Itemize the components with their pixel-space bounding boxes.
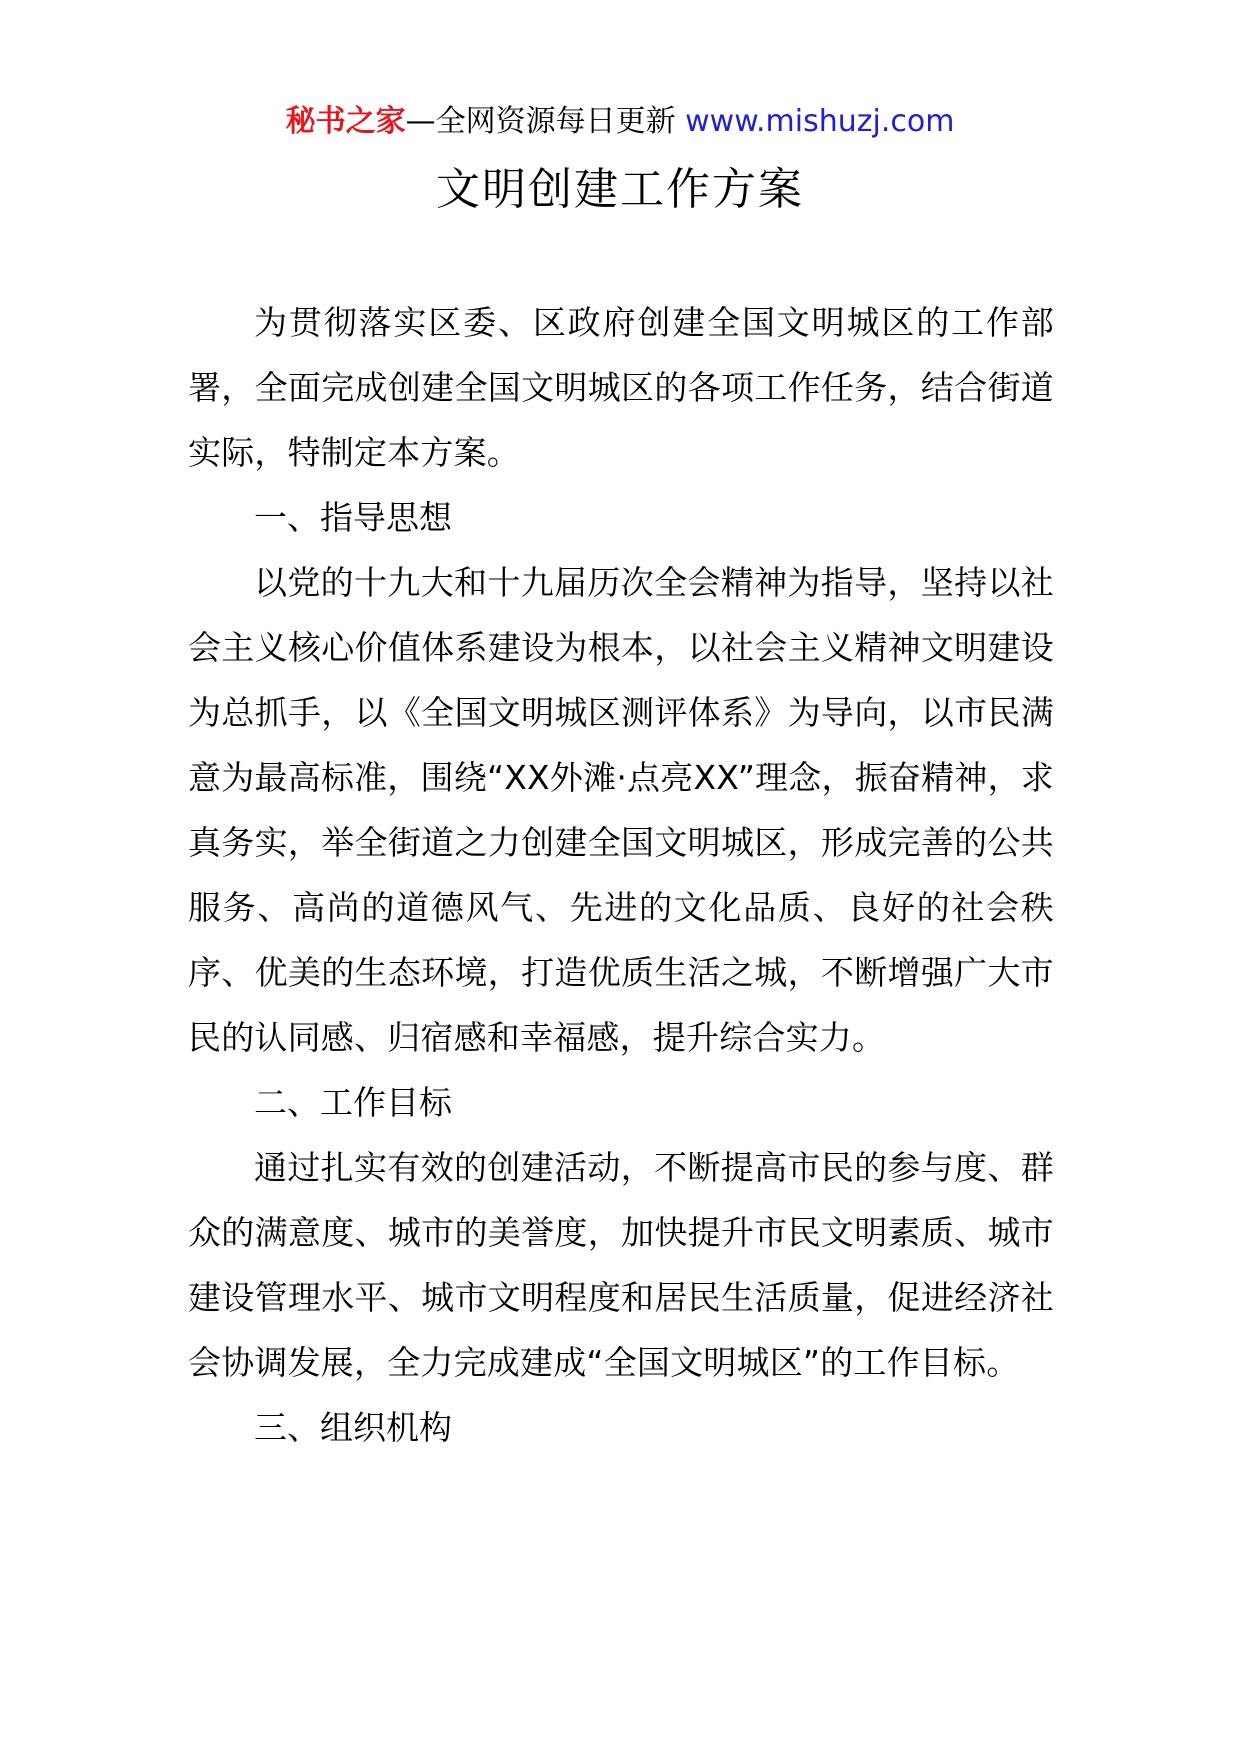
document-body [188,290,1054,1460]
banner-tagline: —全网资源每日更新 [405,104,676,139]
brand-name: 秘书之家 [285,104,406,139]
site-banner [0,100,1240,144]
section-paragraph-work-goals: 通过扎实有效的创建活动，不断提高市民的参与度、群众的满意度、城市的美誉度，加快提升市民文明素质、城市建设管理水平、城市文明程度和居民生活质量，促进经济社会协调发展，全力完成建成“全国文明城区”的工作目标。 [188,1148,1054,1382]
site-url-link[interactable]: www.mishuzj.com [685,104,955,139]
section-heading-organization: 三、组织机构 [254,1408,452,1447]
intro-paragraph: 为贯彻落实区委、区政府创建全国文明城区的工作部署，全面完成创建全国文明城区的各项工作任务，结合街道实际，特制定本方案。 [188,303,1054,472]
section-paragraph-guiding-ideology: 以党的十九大和十九届历次全会精神为指导，坚持以社会主义核心价值体系建设为根本，以社会主义精神文明建设为总抓手，以《全国文明城区测评体系》为导向，以市民满意为最高标准，围绕“XX外滩·点亮XX”理念，振奋精神，求真务实，举全街道之力创建全国文明城区，形成完善的公共服务、高尚的道德风气、先进的文化品质、良好的社会秩序、优美的生态环境，打造优质生活之城，不断增强广大市民的认同感、归宿感和幸福感，提升综合实力。 [188,563,1054,1057]
document-title: 文明创建工作方案 [436,164,804,215]
section-heading-work-goals: 二、工作目标 [254,1083,452,1122]
section-heading-guiding-ideology: 一、指导思想 [254,498,452,537]
